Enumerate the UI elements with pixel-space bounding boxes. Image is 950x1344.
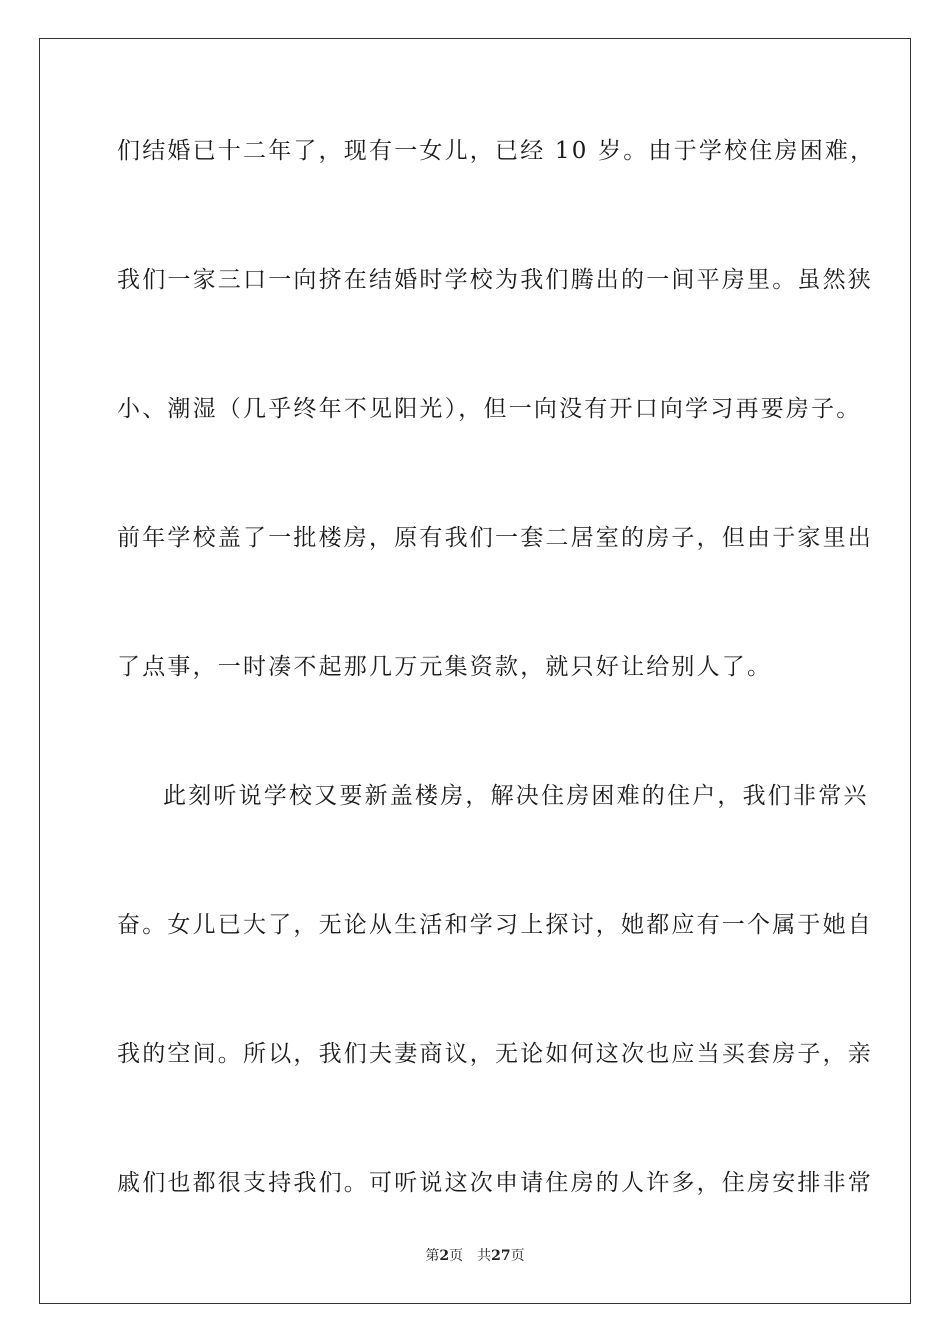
page-number: 2 (439, 1248, 450, 1264)
total-pages: 27 (491, 1248, 511, 1264)
text-line-3: 小、潮湿（几乎终年不见阳光），但一向没有开口向学习再要房子。 (117, 396, 862, 422)
page-suffix: 页 (449, 1248, 464, 1264)
text-line-5: 了点事，一时凑不起那几万元集资款，就只好让给别人了。 (117, 654, 773, 680)
total-prefix: 共 (477, 1248, 492, 1264)
text-line-2: 我们一家三口一向挤在结婚时学校为我们腾出的一间平房里。虽然狭 (117, 267, 873, 293)
text-line-1: 们结婚已十二年了，现有一女儿，已经 10 岁。由于学校住房困难， (117, 138, 876, 164)
text-line-8: 我的空间。所以，我们夫妻商议，无论如何这次也应当买套房子，亲 (117, 1041, 873, 1067)
text-line-9: 戚们也都很支持我们。可听说这次申请住房的人许多，住房安排非常 (117, 1170, 873, 1196)
page-prefix: 第 (425, 1248, 440, 1264)
text-line-4: 前年学校盖了一批楼房，原有我们一套二居室的房子，但由于家里出 (117, 525, 873, 551)
text-line-6: 此刻听说学校又要新盖楼房，解决住房困难的住户，我们非常兴 (163, 783, 869, 809)
document-body (117, 126, 876, 1209)
total-suffix: 页 (510, 1248, 525, 1264)
page-footer (0, 1247, 950, 1265)
text-line-7: 奋。女儿已大了，无论从生活和学习上探讨，她都应有一个属于她自 (117, 912, 873, 938)
